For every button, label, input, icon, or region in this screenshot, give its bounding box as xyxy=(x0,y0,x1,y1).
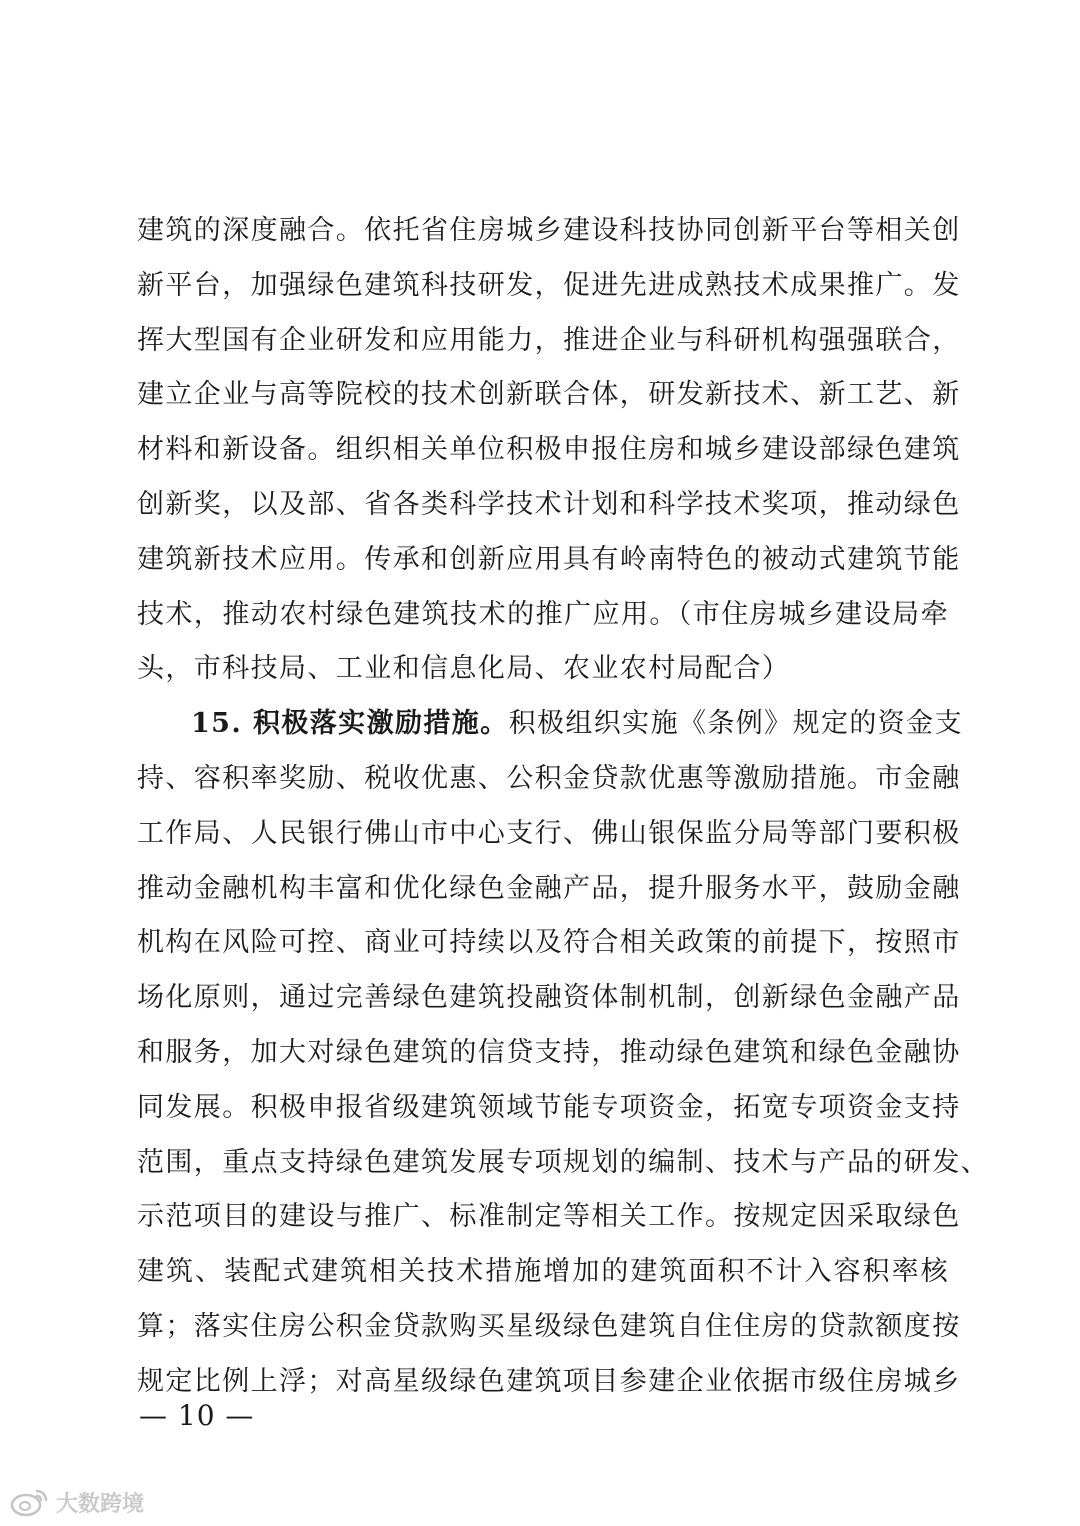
weibo-logo-icon xyxy=(10,1487,50,1517)
text-line: 建筑新技术应用。传承和创新应用具有岭南特色的被动式建筑节能 xyxy=(137,543,961,575)
text-line: 推动金融机构丰富和优化绿色金融产品，提升服务水平，鼓励金融 xyxy=(137,872,961,904)
text-line: 场化原则，通过完善绿色建筑投融资体制机制，创新绿色金融产品 xyxy=(137,982,961,1014)
watermark-text: 大数跨境 xyxy=(56,1491,145,1517)
text-line: 算；落实住房公积金贷款购买星级绿色建筑自住住房的贷款额度按 xyxy=(137,1310,961,1342)
text-line: 工作局、人民银行佛山市中心支行、佛山银保监分局等部门要积极 xyxy=(137,817,961,849)
text-line: 创新奖，以及部、省各类科学技术计划和科学技术奖项，推动绿色 xyxy=(137,488,961,520)
text-line: 示范项目的建设与推广、标准制定等相关工作。按规定因采取绿色 xyxy=(137,1201,961,1233)
page-number: — 10 — xyxy=(139,1399,255,1432)
text-line: 同发展。积极申报省级建筑领域节能专项资金，拓宽专项资金支持 xyxy=(137,1091,961,1123)
watermark xyxy=(10,1486,144,1518)
text-line: 建筑、装配式建筑相关技术措施增加的建筑面积不计入容积率核 xyxy=(137,1256,949,1288)
text-line: 头，市科技局、工业和信息化局、农业农村局配合） xyxy=(137,653,791,685)
body-text xyxy=(137,204,989,1410)
text-line: 技术，推动农村绿色建筑技术的推广应用。（市住房城乡建设局牵 xyxy=(137,598,949,630)
text-line: 挥大型国有企业研发和应用能力，推进企业与科研机构强强联合， xyxy=(137,324,961,356)
text-line: 机构在风险可控、商业可持续以及符合相关政策的前提下，按照市 xyxy=(137,927,961,959)
section-15-heading: 15. 积极落实激励措施。 xyxy=(191,708,509,740)
section-15-first-line xyxy=(137,697,963,752)
text-line: 材料和新设备。组织相关单位积极申报住房和城乡建设部绿色建筑 xyxy=(137,434,961,466)
text-line: 建筑的深度融合。依托省住房城乡建设科技协同创新平台等相关创 xyxy=(137,215,961,246)
section-15-first-line-text: 积极组织实施《条例》规定的资金支 xyxy=(508,708,963,740)
text-line: 范围，重点支持绿色建筑发展专项规划的编制、技术与产品的研发、 xyxy=(137,1146,989,1178)
text-line: 建立企业与高等院校的技术创新联合体，研发新技术、新工艺、新 xyxy=(137,379,961,411)
text-line: 新平台，加强绿色建筑科技研发，促进先进成熟技术成果推广。发 xyxy=(137,269,961,301)
text-line: 持、容积率奖励、税收优惠、公积金贷款优惠等激励措施。市金融 xyxy=(137,762,961,794)
text-line: 规定比例上浮；对高星级绿色建筑项目参建企业依据市级住房城乡 xyxy=(137,1365,961,1397)
text-line: 和服务，加大对绿色建筑的信贷支持，推动绿色建筑和绿色金融协 xyxy=(137,1036,961,1068)
